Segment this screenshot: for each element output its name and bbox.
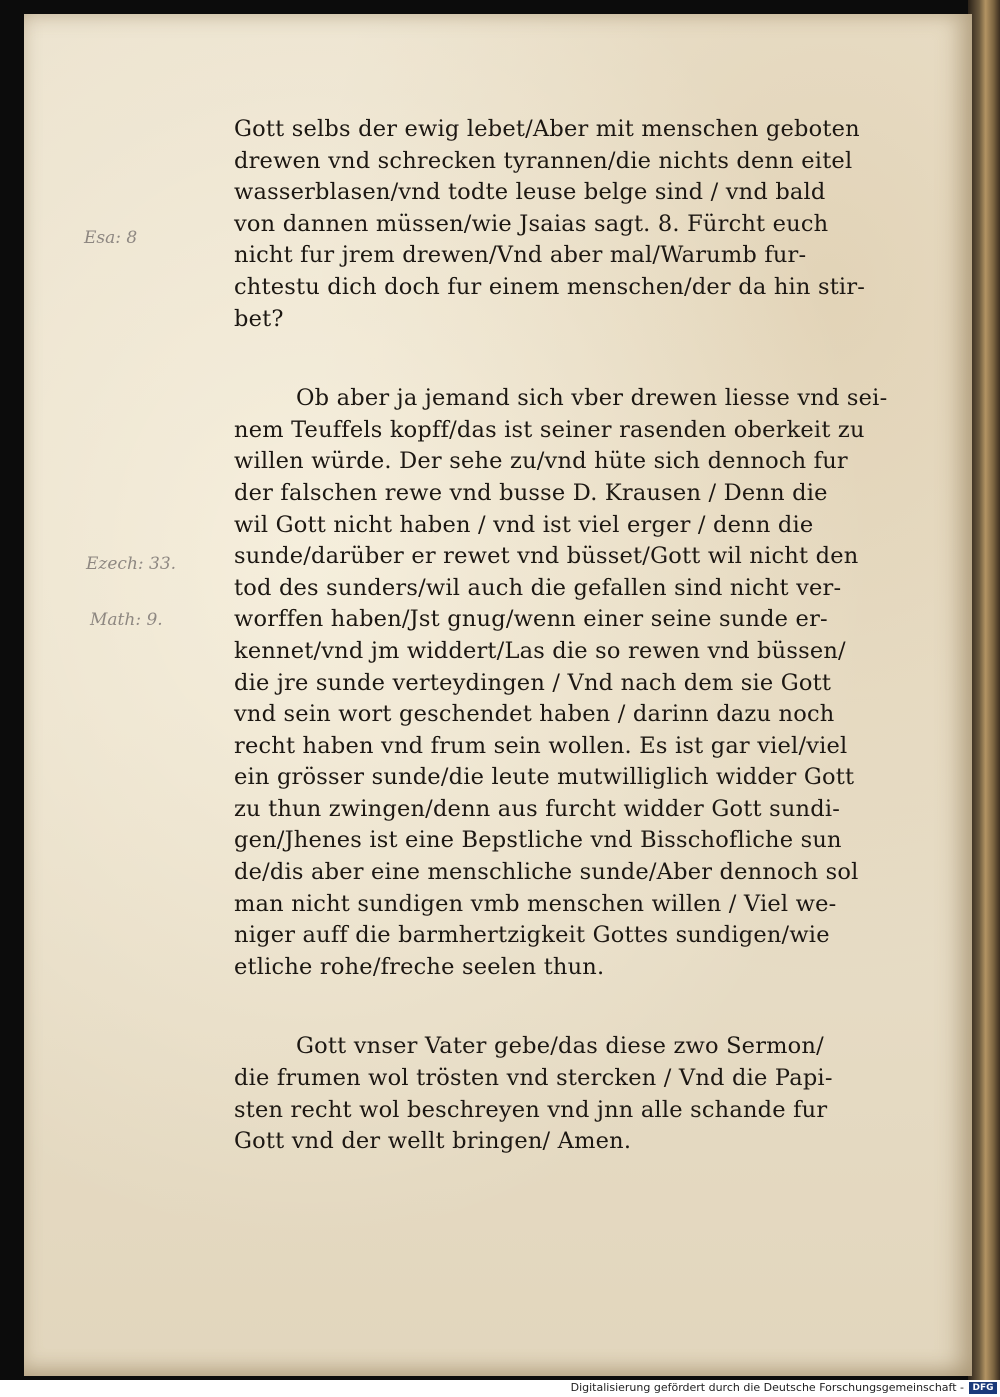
text-line: nem Teuffels kopff/das ist seiner rasenden oberkeit zu (234, 416, 865, 443)
text-line: niger auff die barmhertzigkeit Gottes sundigen/wie (234, 922, 830, 949)
footer-bar (0, 1380, 1000, 1397)
text-line: der falschen rewe vnd busse D. Krausen / Denn die (234, 479, 828, 506)
margin-note-esa: Esa: 8 (84, 228, 138, 248)
text-line: gen/Jhenes ist eine Bepstliche vnd Bisschofliche sun (234, 827, 842, 854)
text-line: sunde/darüber er rewet vnd büsset/Gott wil nicht den (234, 543, 859, 570)
text-line: recht haben vnd frum sein wollen. Es ist gar viel/viel (234, 732, 848, 759)
text-line: sten recht wol beschreyen vnd jnn alle schande fur (234, 1096, 828, 1123)
text-line: die frumen wol trösten vnd stercken / Vnd die Papi- (234, 1065, 833, 1092)
paragraph-3 (234, 1031, 964, 1157)
funding-notice: Digitalisierung gefördert durch die Deutsche Forschungsgemeinschaft - (570, 1381, 964, 1394)
text-line: Gott vnd der wellt bringen/ Amen. (234, 1128, 632, 1155)
paragraph-1 (234, 114, 964, 335)
dfg-logo: DFG (969, 1382, 997, 1394)
text-line: willen würde. Der sehe zu/vnd hüte sich dennoch fur (234, 448, 848, 475)
text-line: man nicht sundigen vmb menschen willen / Viel we- (234, 890, 837, 917)
text-line: tod des sunders/wil auch die gefallen sind nicht ver- (234, 574, 842, 601)
text-line: ein grösser sunde/die leute mutwilliglich widder Gott (234, 764, 855, 791)
text-line: drewen vnd schrecken tyrannen/die nichts denn eitel (234, 147, 853, 174)
book-page (24, 14, 972, 1376)
text-line: wasserblasen/vnd todte leuse belge sind / vnd bald (234, 179, 826, 206)
text-line: wil Gott nicht haben / vnd ist viel erger / denn die (234, 511, 814, 538)
text-line: Gott selbs der ewig lebet/Aber mit menschen geboten (234, 116, 860, 142)
text-line: bet? (234, 305, 284, 332)
text-line: etliche rohe/freche seelen thun. (234, 953, 605, 980)
text-line: zu thun zwingen/denn aus furcht widder Gott sundi- (234, 795, 841, 822)
text-line: chtestu dich doch fur einem menschen/der da hin stir- (234, 273, 866, 300)
text-line: kennet/vnd jm widdert/Las die so rewen vnd büssen/ (234, 637, 846, 664)
text-block (234, 114, 964, 1158)
text-line: de/dis aber eine menschliche sunde/Aber dennoch sol (234, 859, 859, 886)
margin-note-ezech: Ezech: 33. (86, 554, 177, 574)
text-line: Ob aber ja jemand sich vber drewen liesse vnd sei- (296, 385, 888, 412)
text-line: die jre sunde verteydingen / Vnd nach dem sie Gott (234, 669, 832, 696)
text-line: nicht fur jrem drewen/Vnd aber mal/Warumb fur- (234, 242, 807, 269)
text-line: worffen haben/Jst gnug/wenn einer seine sunde er- (234, 606, 828, 633)
margin-note-math: Math: 9. (90, 610, 163, 630)
text-line: Gott vnser Vater gebe/das diese zwo Sermon/ (296, 1033, 824, 1060)
paragraph-2 (234, 383, 964, 983)
text-line: vnd sein wort geschendet haben / darinn dazu noch (234, 701, 835, 728)
book-edge (968, 0, 1000, 1380)
text-line: von dannen müssen/wie Jsaias sagt. 8. Fürcht euch (234, 210, 829, 237)
